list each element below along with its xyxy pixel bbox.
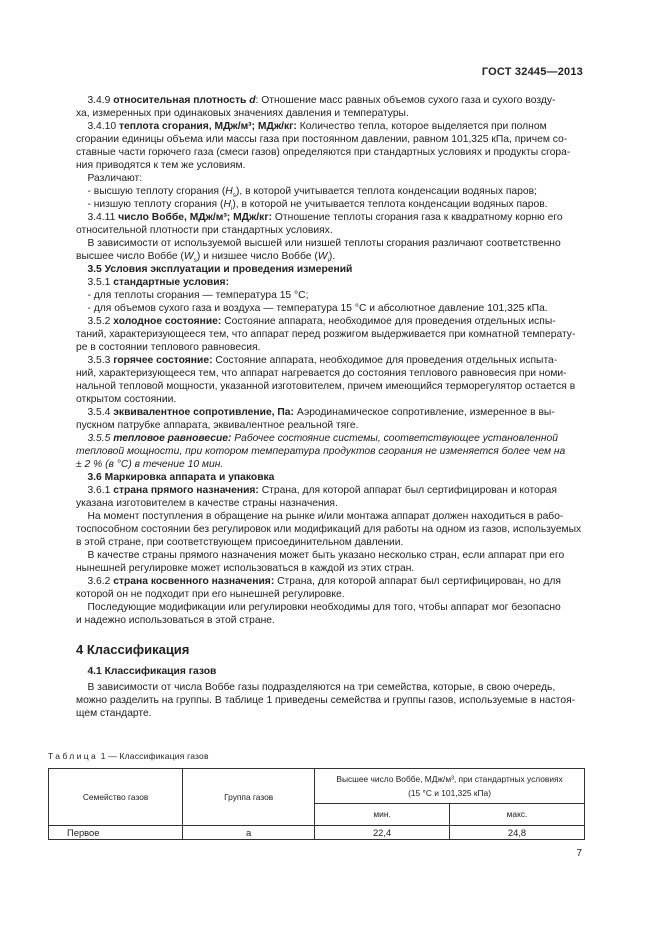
clause-3-4-10: 3.4.10 теплота сгорания, МДж/м³; МДж/кг: Количество тепла, которое выделяется при полном сгорании единицы объема или массы газа при постоянном давлении, равном 101,325 кПа, причем со- ставные части горючего газа (смеси газов) определяются при стандартных условиях и продукты сгора- ния приводятся к тем же условиям. [76, 121, 571, 171]
market-paragraph: На момент поступления в обращение на рынке и/или монтажа аппарат должен находиться в рабо- тоспособном состоянии без регулировок или модификаций для работы на одном из газов, используемых в этой стране, при соответствующем присоединительном давлении. [76, 511, 582, 548]
clause-3-6-1: 3.6.1 страна прямого назначения: Страна, для которой аппарат был сертифицирован и которая указана изготовителем в качестве страны назначения. [76, 485, 557, 509]
clause-3-5-4: 3.5.4 эквивалентное сопротивление, Па: Аэродинамическое сопротивление, измеренное в вы- пускном патрубке аппарата, эквивалентное реальной тяге. [76, 407, 555, 431]
header-min: мин. [315, 804, 450, 826]
section-3-6-title: 3.6 Маркировка аппарата и упаковка [87, 472, 275, 483]
header-group: Группа газов [183, 769, 315, 826]
document-code: ГОСТ 32445—2013 [481, 66, 583, 78]
heat-types-list: Различают: - высшую теплоту сгорания $(H_s)$, в которой учитывается теплота конденсации водяных паров; - низшую теплоту сгорания $(H_i)$, в которой не учитывается теплота конденсации водяных паров. [87, 173, 548, 213]
document-body [48, 94, 584, 840]
clause-3-5-1: 3.5.1 стандартные условия: - для теплоты сгорания — температура 15 °С; - для объемов сухого газа и воздуха — температура 15 °С и абсолютное давление 101,325 кПа. [87, 277, 548, 314]
cell-group: а [183, 826, 315, 840]
cell-max: 24,8 [450, 826, 585, 840]
wobbe-note: В зависимости от используемой высшей или низшей теплоты сгорания различают соответственно высшее число Воббе $(W_s)$ и низшее число Воббе $(W_i)$. [76, 238, 561, 265]
section-3-5-title: 3.5 Условия эксплуатации и проведения измерений [87, 264, 353, 275]
cell-family: Первое [49, 826, 183, 840]
clause-3-4-9: 3.4.9 относительная плотность d: Отношение масс равных объемов сухого газа и сухого возду- ха, измеренных при одинаковых значениях давления и температуры. [76, 95, 556, 119]
multi-country-paragraph: В качестве страны прямого назначения может быть указано несколько стран, если аппарат при его нынешней регулировке может использоваться в каждой из этих стран. [76, 550, 565, 574]
modification-paragraph: Последующие модификации или регулировки необходимы для того, чтобы аппарат мог безопасно и надежно использоваться в этой стране. [76, 602, 561, 626]
gas-classification-table [48, 768, 585, 840]
header-wobbe: Высшее число Воббе, МДж/м³, при стандартных условиях (15 °С и 101,325 кПа) [315, 769, 585, 804]
table-caption: Таблица 1 — Классификация газов [48, 751, 209, 761]
clause-3-5-5: 3.5.5 тепловое равновесие: Рабочее состояние системы, соответствующее установленной тепловой мощности, при котором температура продуктов сгорания не изменяется более чем на ± 2 % (в °С) в течение 10 мин. [76, 433, 566, 470]
header-max: макс. [450, 804, 585, 826]
header-family: Семейство газов [49, 769, 183, 826]
page-number: 7 [576, 848, 582, 859]
section-4-title: 4 Классификация [76, 642, 190, 657]
gas-classification-paragraph: В зависимости от числа Воббе газы подразделяются на три семейства, которые, в свою очередь, можно разделить на группы. В таблице 1 приведены семейства и группы газов, используемые в настоя- щем стандарте. [76, 682, 576, 719]
clause-3-4-11: 3.4.11 число Воббе, МДж/м³; МДж/кг: Отношение теплоты сгорания газа к квадратному корню его относительной плотности при стандартных условиях. [76, 212, 563, 236]
section-4-1-title: 4.1 Классификация газов [87, 666, 217, 677]
clause-3-6-2: 3.6.2 страна косвенного назначения: Страна, для которой аппарат был сертифицирован, но для которой он не подходит при его нынешней регулировке. [76, 576, 561, 600]
table-row [49, 826, 585, 840]
clause-3-5-3: 3.5.3 горячее состояние: Состояние аппарата, необходимое для проведения отдельных испыта- ний, характеризующееся тем, что аппарат нагревается до состояния теплового равновесия при номи- нальной тепловой мощности, указанной изготовителем, причем имеющийся терморегулятор остается в открытом состоянии. [76, 355, 576, 405]
cell-min: 22,4 [315, 826, 450, 840]
clause-3-5-2: 3.5.2 холодное состояние: Состояние аппарата, необходимое для проведения отдельных испы- таний, характеризующееся тем, что аппарат перед розжигом выдерживается при комнатной температу- ре в состоянии теплового равновесия. [76, 316, 576, 353]
